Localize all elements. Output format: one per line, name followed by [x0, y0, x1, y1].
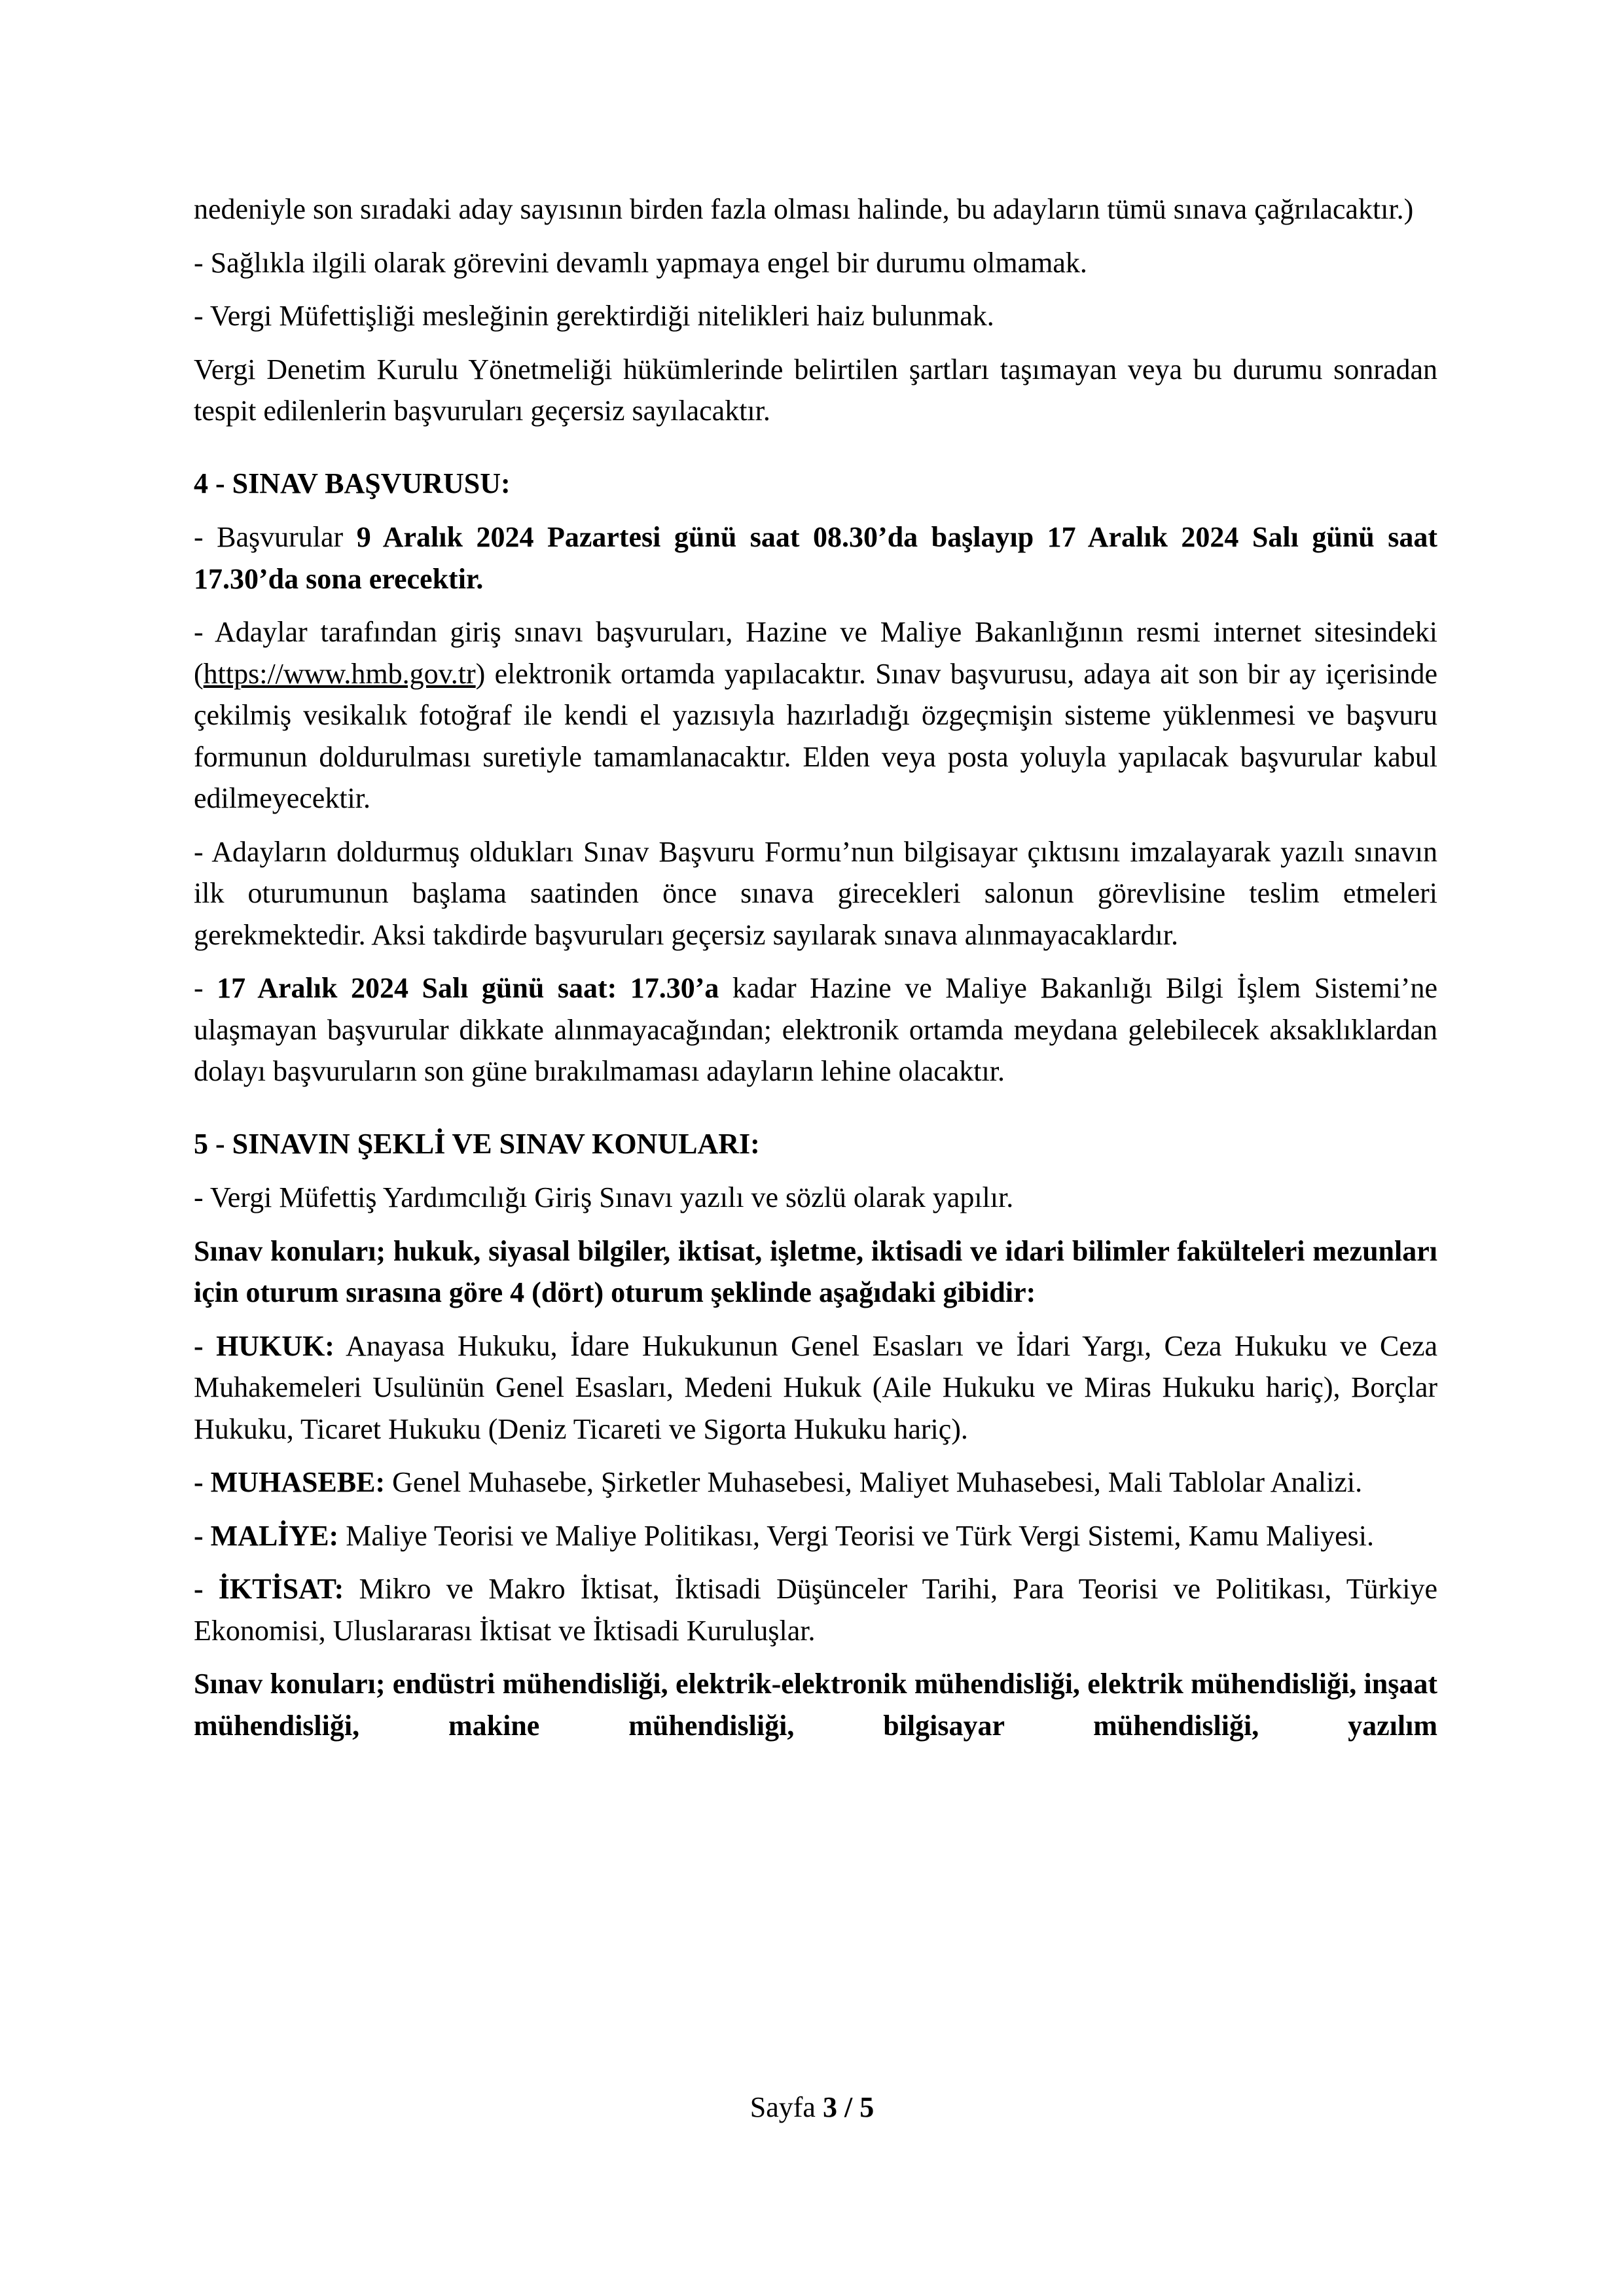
document-page	[194, 188, 1437, 1758]
paragraph-continuation: nedeniyle son sıradaki aday sayısının birden fazla olması halinde, bu adayların tümü sınava çağrılacaktır.)	[194, 193, 1414, 225]
subject-item-finance	[194, 1515, 1437, 1557]
deadline-bold: 17 Aralık 2024 Salı günü saat: 17.30’a	[217, 972, 719, 1004]
subjects-group2-bold: Sınav konuları; endüstri mühendisliği, elektrik-elektronik mühendisliği, elektrik mühendisliği, inşaat mühendisliği, makine mühendisliği, bilgisayar mühendisliği, yazılım	[194, 1668, 1437, 1742]
subject-item-law	[194, 1325, 1437, 1450]
section-heading-exam-format: 5 - SINAVIN ŞEKLİ VE SINAV KONULARI:	[194, 1127, 760, 1160]
paragraph-invalid-applications: Vergi Denetim Kurulu Yönetmeliği hükümlerinde belirtilen şartları taşımayan veya bu durumu sonradan tespit edilenlerin başvuruları geçersiz sayılacaktır.	[194, 353, 1437, 427]
subject-text: Maliye Teorisi ve Maliye Politikası, Vergi Teorisi ve Türk Vergi Sistemi, Kamu Maliyesi.	[338, 1519, 1374, 1552]
page-current: 3	[822, 2091, 837, 2123]
paragraph-online-application	[194, 611, 1437, 819]
subject-text: Genel Muhasebe, Şirketler Muhasebesi, Maliyet Muhasebesi, Mali Tablolar Analizi.	[385, 1466, 1363, 1498]
page-separator: /	[837, 2091, 860, 2123]
deadline-rest: kadar Hazine ve Maliye Bakanlığı Bilgi İşlem Sistemi’ne ulaşmayan başvurular dikkate alınmayacağından; elektronik ortamda meydana gelebilecek aksaklıklardan dolayı başvuruların son güne bırakılmaması adayların lehine olacaktır.	[194, 972, 1437, 1087]
application-dates-bold: 9 Aralık 2024 Pazartesi günü saat 08.30’da başlayıp 17 Aralık 2024 Salı günü saat 17.30’da sona erecektir.	[194, 521, 1437, 595]
subject-label: - İKTİSAT:	[194, 1573, 344, 1605]
footer-prefix: Sayfa	[749, 2091, 823, 2123]
paragraph-subjects-group1	[194, 1230, 1437, 1314]
deadline-prefix: -	[194, 972, 217, 1004]
paragraph-subjects-group2	[194, 1663, 1437, 1746]
page-footer	[0, 2088, 1624, 2127]
subject-item-economics	[194, 1568, 1437, 1651]
online-application-text-after: ) elektronik ortamda yapılacaktır. Sınav başvurusu, adaya ait son bir ay içerisinde çekilmiş vesikalık fotoğraf ile kendi el yazısıyla hazırladığı özgeçmişin sisteme yüklenmesi ve başvuru formunun doldurulması suretiyle tamamlanacaktır. Elden veya posta yoluyla yapılacak başvurular kabul edilmeyecektir.	[194, 657, 1437, 814]
subject-item-accounting	[194, 1462, 1437, 1503]
application-dates-prefix: - Başvurular	[194, 521, 357, 553]
subject-label: - MUHASEBE:	[194, 1466, 386, 1498]
page-total: 5	[859, 2091, 875, 2123]
paragraph-application-dates	[194, 516, 1437, 600]
paragraph-exam-intro: - Vergi Müfettiş Yardımcılığı Giriş Sınavı yazılı ve sözlü olarak yapılır.	[194, 1181, 1014, 1213]
hmb-website-link[interactable]: https://www.hmb.gov.tr	[203, 657, 476, 690]
subject-text: Mikro ve Makro İktisat, İktisadi Düşünceler Tarihi, Para Teorisi ve Politikası, Türkiye Ekonomisi, Uluslararası İktisat ve İktisadi Kuruluşlar.	[194, 1573, 1437, 1647]
subject-label: - MALİYE:	[194, 1519, 339, 1552]
requirement-health: - Sağlıkla ilgili olarak görevini devamlı yapmaya engel bir durumu olmamak.	[194, 246, 1087, 279]
section-heading-application: 4 - SINAV BAŞVURUSU:	[194, 467, 511, 499]
online-application-text-before: - Adaylar tarafından giriş sınavı başvuruları, Hazine ve Maliye Bakanlığının resmi internet sitesindeki (	[194, 616, 1437, 690]
subjects-group1-bold: Sınav konuları; hukuk, siyasal bilgiler, iktisat, işletme, iktisadi ve idari bilimler fakülteleri mezunları için oturum sırasına göre 4 (dört) oturum şeklinde aşağıdaki gibidir:	[194, 1234, 1437, 1308]
subject-label: - HUKUK:	[194, 1329, 334, 1362]
paragraph-deadline	[194, 967, 1437, 1092]
requirement-qualifications: - Vergi Müfettişliği mesleğinin gerektirdiği nitelikleri haiz bulunmak.	[194, 300, 994, 332]
subject-text: Anayasa Hukuku, İdare Hukukunun Genel Esasları ve İdari Yargı, Ceza Hukuku ve Ceza Muhakemeleri Usulünün Genel Esasları, Medeni Hukuk (Aile Hukuku ve Miras Hukuku hariç), Borçlar Hukuku, Ticaret Hukuku (Deniz Ticareti ve Sigorta Hukuku hariç).	[194, 1329, 1437, 1445]
paragraph-form-submission: - Adayların doldurmuş oldukları Sınav Başvuru Formu’nun bilgisayar çıktısını imzalayarak yazılı sınavın ilk oturumunun başlama saatinden önce sınava girecekleri salonun görevlisine teslim etmeleri gerekmektedir. Aksi takdirde başvuruları geçersiz sayılarak sınava alınmayacaklardır.	[194, 835, 1437, 951]
